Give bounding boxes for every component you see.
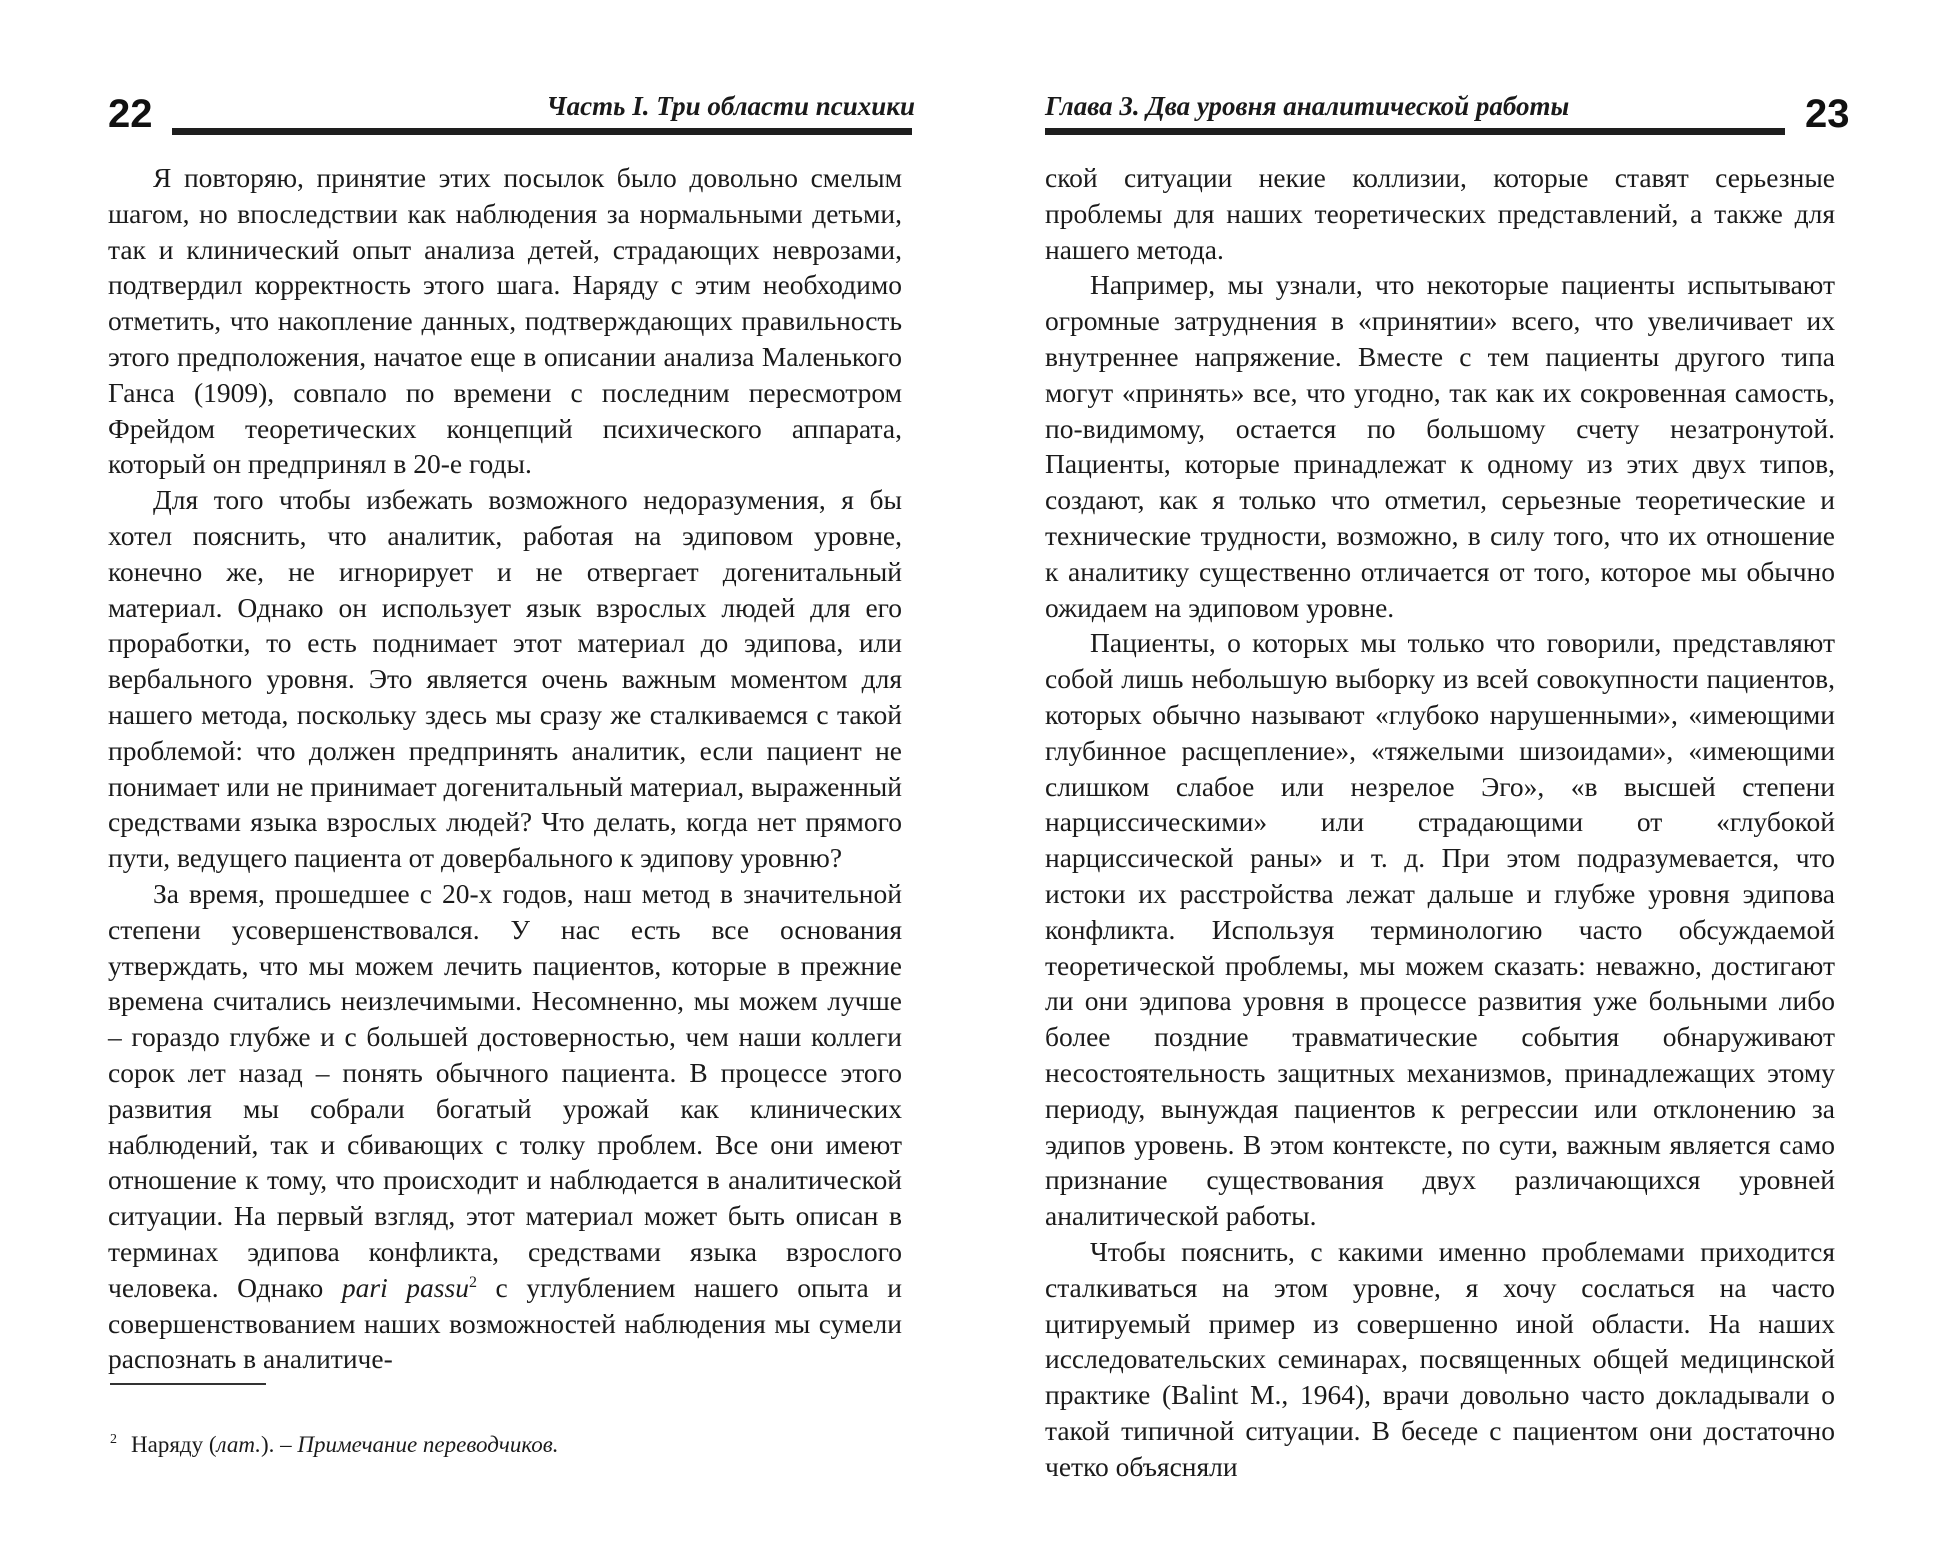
footnote [110, 1431, 870, 1459]
running-header: Глава 3. Два уровня аналитической работы [1045, 91, 1570, 121]
footnote-text: Наряду ( [131, 1432, 217, 1457]
body-text [1045, 160, 1835, 1484]
paragraph: ской ситуации некие коллизии, которые ставят серьезные проблемы для наших теоретических представлений, а также для нашего метода. [1045, 162, 1835, 265]
paragraph-text: с углублением нашего опыта и совершенствованием наших возможностей наблюдения мы сумели распознать в аналитиче- [108, 1271, 902, 1375]
body-text [108, 160, 902, 1377]
paragraph [108, 876, 902, 1377]
paragraph: Чтобы пояснить, с какими именно проблемами приходится сталкиваться на этом уровне, я хочу сослаться на часто цитируемый пример из совершенно иной области. На наших исследовательских семинарах, посвященных общей медицинской практике (Balint M., 1964), врачи довольно часто докладывали о такой типичной ситуации. В беседе с пациентом они достаточно четко объясняли [1045, 1235, 1835, 1482]
latin-phrase: pari passu [341, 1271, 469, 1303]
header-rule [172, 128, 912, 135]
footnote-reference: 2 [468, 1273, 477, 1291]
header-rule [1045, 128, 1785, 135]
paragraph-text: За время, прошедшее с 20-х годов, наш метод в значительной степени усовершенствовался. У нас есть все основания утверждать, что мы можем лечить пациентов, которые в прежние времена считались неизлечимыми. Несомненно, мы можем лучше – гораздо глубже и с большей достоверностью, чем наши коллеги сорок лет назад – понять обычного пациента. В процессе этого развития мы собрали богатый урожай как клинических наблюдений, так и сбивающих с толку проблем. Все они имеют отношение к тому, что происходит и наблюдается в аналитической ситуации. На первый взгляд, этот материал может быть описан в терминах эдипова конфликта, средствами языка взрослого человека. Однако [108, 877, 902, 1303]
footnote-rule [110, 1383, 266, 1385]
paragraph: Я повторяю, принятие этих посылок было довольно смелым шагом, но впоследствии как наблюдения за нормальными детьми, так и клинический опыт анализа детей, страдающих неврозами, подтвердил корректность этого шага. Наряду с этим необходимо отметить, что накопление данных, подтверждающих правильность этого предположения, начатое еще в описании анализа Маленького Ганса (1909), совпало по времени с последним пересмотром Фрейдом теоретических концепций психического аппарата, который он предпринял в 20-е годы. [108, 162, 902, 480]
footnote-marker: 2 [110, 1432, 117, 1447]
page-number: 23 [1805, 92, 1850, 136]
right-page [970, 0, 1940, 1568]
running-header: Часть I. Три области психики [546, 91, 915, 121]
footnote-text: ). – [260, 1432, 298, 1457]
footnote-abbrev: лат. [216, 1432, 261, 1457]
paragraph: Например, мы узнали, что некоторые пациенты испытывают огромные затруднения в «принятии» всего, что увеличивает их внутреннее напряжение. Вместе с тем пациенты другого типа могут «принять» все, что угодно, так как их сокровенная самость, по-видимому, остается по большому счету незатронутой. Пациенты, которые принадлежат к одному из этих двух типов, создают, как я только что отметил, серьезные теоретические и технические трудности, возможно, в силу того, что их отношение к аналитику существенно отличается от того, которое мы обычно ожидаем на эдиповом уровне. [1045, 269, 1835, 623]
paragraph: Для того чтобы избежать возможного недоразумения, я бы хотел пояснить, что аналитик, работая на эдиповом уровне, конечно же, не игнорирует и не отвергает догенитальный материал. Однако он использует язык взрослых людей для его проработки, то есть поднимает этот материал до эдипова, или вербального уровня. Это является очень важным моментом для нашего метода, поскольку здесь мы сразу же сталкиваемся с такой проблемой: что должен предпринять аналитик, если пациент не понимает или не принимает догенитальный материал, выраженный средствами языка взрослых людей? Что делать, когда нет прямого пути, ведущего пациента от довербального к эдипову уровню? [108, 484, 902, 874]
paragraph: Пациенты, о которых мы только что говорили, представляют собой лишь небольшую выборку из всей совокупности пациентов, которых обычно называют «глубоко нарушенными», «имеющими глубинное расщепление», «тяжелыми шизоидами», «имеющими слишком слабое или незрелое Эго», «в высшей степени нарциссическими» или страдающими от «глубокой нарциссической раны» и т. д. При этом подразумевается, что истоки их расстройства лежат дальше и глубже уровня эдипова конфликта. Используя терминологию часто обсуждаемой теоретической проблемы, мы можем сказать: неважно, достигают ли они эдипова уровня в процессе развития уже больными либо более поздние травматические события обнаруживают несостоятельность защитных механизмов, принадлежащих этому периоду, вынуждая пациентов к регрессии или отклонению за эдипов уровень. В этом контексте, по сути, важным является само признание существования двух различающихся уровней аналитической работы. [1045, 627, 1835, 1232]
page-number: 22 [108, 92, 153, 136]
footnote-credit: Примечание переводчиков. [297, 1432, 559, 1457]
